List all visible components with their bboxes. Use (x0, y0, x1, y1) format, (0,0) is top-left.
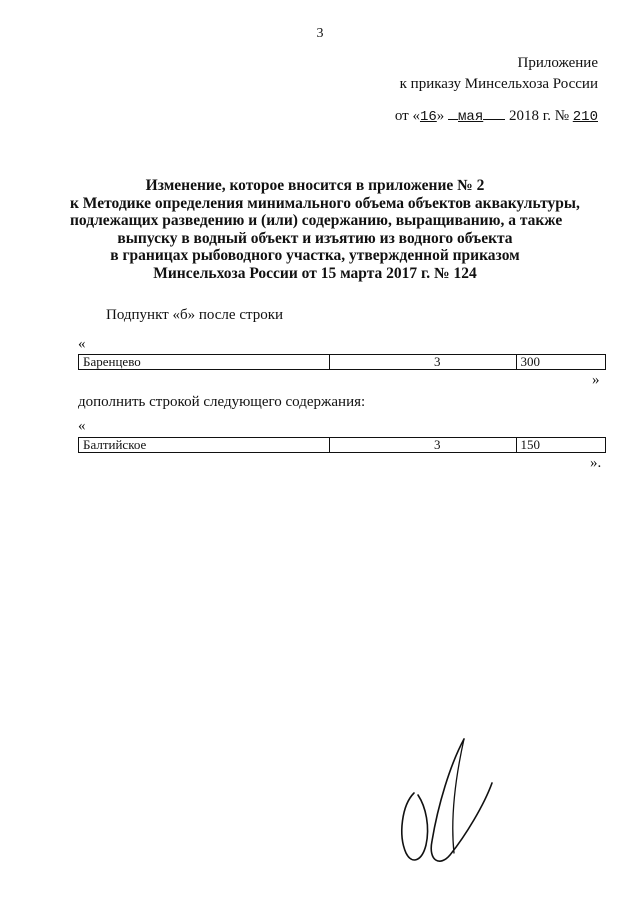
order-year: 2018 г. № (509, 108, 570, 124)
order-reference: к приказу Минсельхоза России (399, 76, 598, 92)
heading-line: Минсельхоза России от 15 марта 2017 г. № 124 (153, 264, 477, 282)
order-day: 16 (419, 109, 437, 125)
order-date-line (395, 108, 598, 125)
table-row (79, 355, 606, 370)
heading-line: подлежащих разведению и (или) содержанию, выращиванию, а также (70, 212, 563, 229)
close-quote: » (592, 372, 600, 388)
add-instruction: дополнить строкой следующего содержания: (78, 394, 366, 410)
date-prefix: от « (394, 108, 420, 124)
heading-line: к Методике определения минимального объема объектов аквакультуры, (70, 194, 580, 212)
heading-line: в границах рыбоводного участка, утвержденной приказом (110, 247, 520, 264)
table-cell-volume: 300 (516, 355, 606, 370)
underline-gap (448, 118, 458, 120)
order-month: мая (458, 109, 484, 125)
underline-gap (483, 118, 505, 120)
table-cell-name: Баренцево (79, 355, 330, 370)
open-quote: « (78, 336, 86, 352)
document-heading (70, 177, 580, 282)
order-number: 210 (572, 109, 598, 125)
appendix-label: Приложение (517, 55, 598, 71)
table-row (79, 438, 606, 453)
date-suffix: » (436, 108, 445, 124)
new-row-table (78, 437, 606, 453)
existing-row-table (78, 354, 606, 370)
table-cell-count: 3 (330, 438, 516, 453)
table-cell-volume: 150 (516, 438, 606, 453)
close-quote: ». (590, 455, 602, 471)
open-quote: « (78, 418, 86, 434)
table-cell-name: Балтийское (79, 438, 330, 453)
heading-line: Изменение, которое вносится в приложение № 2 (145, 177, 485, 194)
heading-line: выпуску в водный объект и изъятию из водного объекта (117, 229, 513, 247)
handwritten-signature (392, 735, 512, 875)
table-cell-count: 3 (330, 355, 516, 370)
page-number: 3 (316, 26, 324, 41)
intro-paragraph: Подпункт «б» после строки (106, 307, 284, 323)
